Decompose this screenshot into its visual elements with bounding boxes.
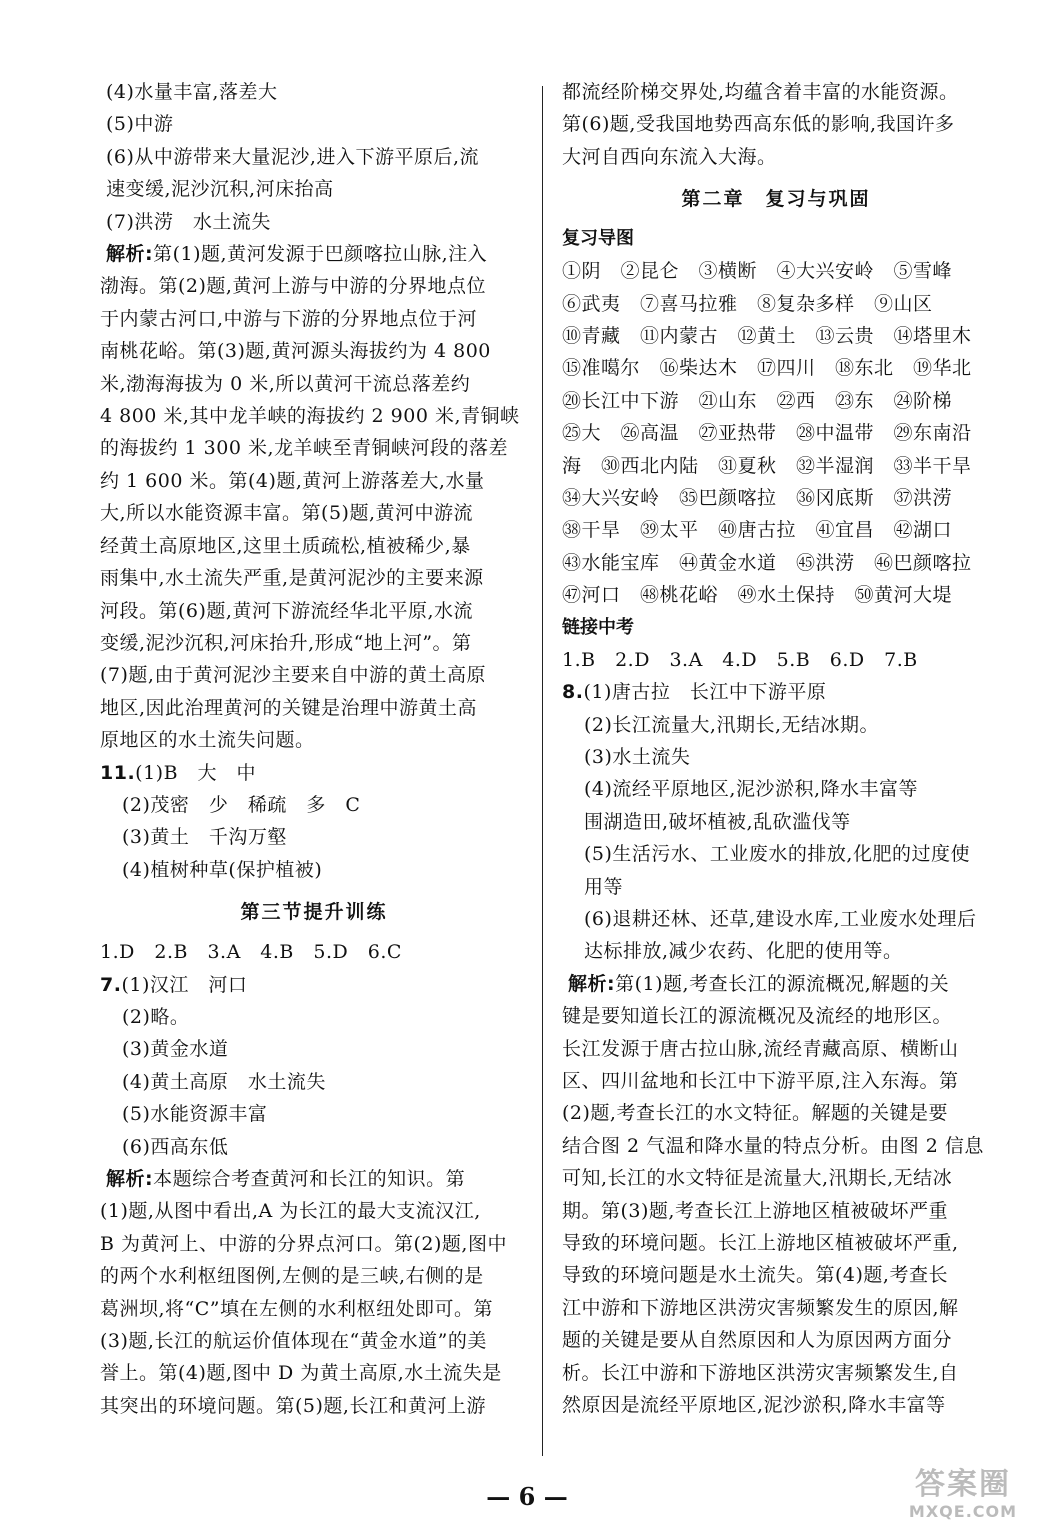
analysis-line: 雨集中,水土流失严重,是黄河泥沙的主要来源: [100, 567, 484, 590]
answer-line: (4)植树种草(保护植被): [122, 858, 323, 881]
answer-line: (2)长江流量大,汛期长,无结冰期。: [584, 713, 879, 736]
answer-line: 达标排放,减少农药、化肥的使用等。: [584, 940, 903, 963]
analysis-block-q7: [100, 1163, 528, 1422]
answer-line: (2)茂密 少 稀疏 多 C: [122, 793, 361, 816]
review-title: 复习导图: [562, 228, 634, 250]
question-number: 7.: [100, 973, 122, 996]
analysis-line: 大,所以水能资源丰富。第(5)题,黄河中游流: [100, 502, 473, 525]
answer-block-q10: [100, 76, 528, 238]
analysis-line: 键是要知道长江的源流概况及流经的地形区。: [562, 1005, 953, 1028]
analysis-line: (2)题,考查长江的水文特征。解题的关键是要: [562, 1102, 948, 1125]
answer-line: (6)西高东低: [122, 1135, 229, 1158]
analysis-continuation: [562, 76, 990, 173]
review-line: ⑩青藏 ⑪内蒙古 ⑫黄土 ⑬云贵 ⑭塔里木: [562, 325, 972, 348]
answer-line: (5)生活污水、工业废水的排放,化肥的过度使: [584, 843, 970, 866]
review-line: ㊼河口 ㊽桃花峪 ㊾水土保持 ㊿黄河大堤: [562, 584, 953, 607]
analysis-line: 期。第(3)题,考查长江上游地区植被破坏严重: [562, 1199, 948, 1222]
analysis-line: 第(6)题,受我国地势西高东低的影响,我国许多: [562, 113, 955, 136]
answer-line: (2)略。: [122, 1005, 190, 1028]
answer-line: (3)水土流失: [584, 745, 691, 768]
analysis-line: 约 1 600 米。第(4)题,黄河上游落差大,水量: [100, 469, 485, 492]
review-line: ⑥武夷 ⑦喜马拉雅 ⑧复杂多样 ⑨山区: [562, 292, 933, 315]
analysis-block-q10: [100, 238, 528, 757]
answer-line: (5)中游: [106, 113, 174, 136]
review-line: ㊳干旱 ㊴太平 ㊵唐古拉 ㊶宜昌 ㊷湖口: [562, 519, 953, 542]
analysis-line: 渤海。第(2)题,黄河上游与中游的分界地点位: [100, 275, 486, 298]
analysis-line: 结合图 2 气温和降水量的特点分析。由图 2 信息: [562, 1134, 984, 1157]
analysis-line: 变缓,泥沙沉积,河床抬升,形成“地上河”。第: [100, 631, 472, 654]
analysis-line: 可知,长江的水文特征是流量大,汛期长,无结冰: [562, 1167, 953, 1190]
answer-line: 速变缓,泥沙沉积,河床抬高: [106, 178, 334, 201]
answer-line: (3)黄土 千沟万壑: [122, 826, 287, 849]
analysis-line: 区、四川盆地和长江中下游平原,注入东海。第: [562, 1069, 959, 1092]
review-line: ㊸水能宝库 ㊹黄金水道 ㊺洪涝 ㊻巴颜喀拉: [562, 551, 972, 574]
analysis-line: 南桃花峪。第(3)题,黄河源头海拔约为 4 800: [100, 340, 491, 363]
analysis-text: 第(1)题,考查长江的源流概况,解题的关: [615, 972, 950, 995]
analysis-label: 解析:: [106, 243, 154, 266]
watermark: [888, 1468, 1038, 1524]
analysis-line: B 为黄河上、中游的分界点河口。第(2)题,图中: [100, 1232, 507, 1255]
answer-line: (4)黄土高原 水土流失: [122, 1070, 326, 1093]
analysis-line: 米,渤海海拔为 0 米,所以黄河干流总落差约: [100, 372, 471, 395]
answer-line: (4)流经平原地区,泥沙淤积,降水丰富等: [584, 778, 918, 801]
analysis-line: 于内蒙古河口,中游与下游的分界地点位于河: [100, 307, 478, 330]
analysis-line: 誉上。第(4)题,图中 D 为黄土高原,水土流失是: [100, 1362, 502, 1385]
review-line: ⑮准噶尔 ⑯柴达木 ⑰四川 ⑱东北 ⑲华北: [562, 357, 972, 380]
analysis-line: 葛洲坝,将“C”填在左侧的水利枢纽处即可。第: [100, 1297, 494, 1320]
review-answers: [562, 255, 990, 611]
analysis-line: 河段。第(6)题,黄河下游流经华北平原,水流: [100, 599, 473, 622]
review-line: 海 ㉚西北内陆 ㉛夏秋 ㉜半湿润 ㉝半干旱: [562, 454, 972, 477]
question-number: 11.: [100, 761, 136, 784]
analysis-line: 析。长江中游和下游地区洪涝灾害频繁发生,自: [562, 1361, 959, 1384]
answer-text: (1)汉江 河口: [121, 973, 248, 996]
analysis-line: 长江发源于唐古拉山脉,流经青藏高原、横断山: [562, 1037, 959, 1060]
analysis-line: 4 800 米,其中龙羊峡的海拔约 2 900 米,青铜峡: [100, 405, 520, 428]
analysis-line: 的海拔约 1 300 米,龙羊峡至青铜峡河段的落差: [100, 437, 509, 460]
review-line: ㉕大 ㉖高温 ㉗亚热带 ㉘中温带 ㉙东南沿: [562, 422, 972, 445]
answer-block-q11: [100, 757, 528, 887]
right-column: [562, 76, 990, 1421]
column-divider: [542, 86, 543, 1456]
answer-text: (1)唐古拉 长江中下游平原: [583, 681, 827, 704]
page-number: — 6 —: [486, 1482, 568, 1511]
answer-line: (6)从中游带来大量泥沙,进入下游平原后,流: [106, 145, 479, 168]
answer-line: 围湖造田,破坏植被,乱砍滥伐等: [584, 810, 851, 833]
analysis-line: 原地区的水土流失问题。: [100, 729, 315, 752]
review-line: ⑳长江中下游 ㉑山东 ㉒西 ㉓东 ㉔阶梯: [562, 389, 953, 412]
analysis-line: 都流经阶梯交界处,均蕴含着丰富的水能资源。: [562, 81, 959, 103]
analysis-line: 然原因是流经平原地区,泥沙淤积,降水丰富等: [562, 1394, 946, 1417]
analysis-line: 大河自西向东流入大海。: [562, 145, 777, 168]
link-title: 链接中考: [562, 616, 634, 638]
mc-answers: 1.D 2.B 3.A 4.B 5.D 6.C: [100, 941, 402, 964]
answer-line: (4)水量丰富,落差大: [106, 81, 278, 103]
analysis-line: 其突出的环境问题。第(5)题,长江和黄河上游: [100, 1394, 486, 1417]
analysis-line: (3)题,长江的航运价值体现在“黄金水道”的美: [100, 1330, 487, 1353]
analysis-line: 经黄土高原地区,这里土质疏松,植被稀少,暴: [100, 534, 471, 557]
review-line: ①阴 ②昆仑 ③横断 ④大兴安岭 ⑤雪峰: [562, 260, 953, 283]
analysis-line: (1)题,从图中看出,A 为长江的最大支流汉江,: [100, 1200, 481, 1223]
analysis-line: 地区,因此治理黄河的关键是治理中游黄土高: [100, 696, 478, 719]
analysis-line: 江中游和下游地区洪涝灾害频繁发生的原因,解: [562, 1296, 959, 1319]
answer-block-q7: [100, 969, 528, 1163]
analysis-block-q8: [562, 968, 990, 1422]
analysis-text: 本题综合考查黄河和长江的知识。第: [153, 1168, 466, 1190]
analysis-line: (7)题,由于黄河泥沙主要来自中游的黄土高原: [100, 664, 486, 687]
answer-line: (5)水能资源丰富: [122, 1103, 268, 1126]
answer-line: (7)洪涝 水土流失: [106, 210, 271, 233]
left-column: [100, 76, 528, 1422]
analysis-text: 第(1)题,黄河发源于巴颜喀拉山脉,注入: [153, 243, 488, 266]
section-title: 第三节提升训练: [240, 901, 388, 924]
question-number: 8.: [562, 681, 584, 704]
review-line: ㉞大兴安岭 ㉟巴颜喀拉 ㊱冈底斯 ㊲洪涝: [562, 487, 953, 510]
chapter-title: 第二章 复习与巩固: [681, 188, 871, 211]
mc-answers: 1.B 2.D 3.A 4.D 5.B 6.D 7.B: [562, 648, 918, 671]
watermark-logo-text: 答案圈: [915, 1467, 1011, 1502]
analysis-line: 导致的环境问题是水土流失。第(4)题,考查长: [562, 1264, 948, 1287]
analysis-label: 解析:: [106, 1168, 154, 1190]
answer-line: (6)退耕还林、还草,建设水库,工业废水处理后: [584, 907, 977, 930]
watermark-url: MXQE.COM: [908, 1502, 1018, 1521]
answer-block-q8: [562, 676, 990, 968]
answer-text: (1)B 大 中: [135, 761, 257, 784]
analysis-line: 题的关键是要从自然原因和人为原因两方面分: [562, 1329, 953, 1352]
answer-line: (3)黄金水道: [122, 1038, 229, 1061]
analysis-line: 导致的环境问题。长江上游地区植被破坏严重,: [562, 1232, 959, 1254]
analysis-line: 的两个水利枢纽图例,左侧的是三峡,右侧的是: [100, 1265, 484, 1288]
answer-line: 用等: [584, 875, 624, 898]
analysis-label: 解析:: [568, 972, 616, 995]
